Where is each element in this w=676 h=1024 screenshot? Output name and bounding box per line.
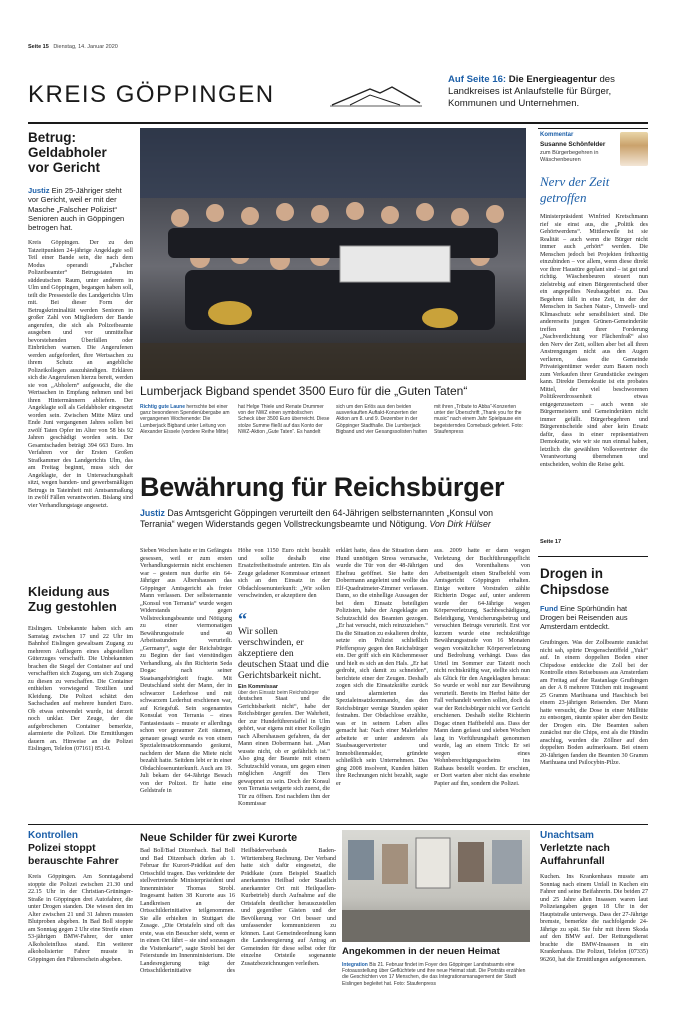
bigband-photo	[140, 128, 526, 380]
bottom3-title: Angekommen in der neuen Heimat	[342, 946, 500, 957]
bottom3-caption: Integration Bis 21. Februar findet im Foyer des Göppinger Landratsamts eine Fotoausstellung über Geflüchtete und ihre neue Heimat statt. Die Porträts erzählen die Geschichten von 17 Menschen, die das Integrationsmanagement der Stadt Eislingen begleitet hat. Foto: Staufenpress	[342, 962, 526, 987]
comment-title: Nerv der Zeit getroffen	[540, 174, 610, 205]
bottom4-kicker: Unachtsam	[540, 830, 594, 841]
photo-title: Lumberjack Bigband spendet 3500 Euro für die „Guten Taten“	[140, 384, 468, 398]
teaser-text: des Landkreises ist Anlaufstelle für Bürger, Kommunen und Unternehmen.	[448, 74, 615, 109]
bottom-rule	[28, 824, 648, 825]
bottom2-body: Bad Boll/Bad Ditzenbach. Bad Boll und Bad Ditzenbach dürfen ab 1. Februar ihr Kurort-Prädikat auf den Ortsschild tragen. Das verkündete der stellvertretende Ministerpräsident und Innenminister Thomas Strobl. Insgesamt hatten 38 Kurorte aus 16 Landkreisen an der Ortsschilderinitiative teilgenommen. Sie alle erhielten in Stuttgart die Zusage. „Die Ortstafeln sind oft das erste, was ein Besucher sieht, wenn er in einen Ort fährt – sie sind sozusagen die Visitenkarte“, sagte Strobl bei der Feierstunde im Innenministerium. Die Landesregierung trägt der Ortsschilderinitiative des Heilbäderverbands Baden-Württemberg Rechnung. Der Verband hatte sich dafür eingesetzt, die Prädikate (zum Beispiel Staatlich anerkanntes Heilbad oder Staatlich anerkannter Ort mit Heilquellen-Kurbetrieb) durch Aufnahme auf die Ortstafeln deutlicher herauszustellen und gegenüber Gästen und der Bevölkerung vor Ort besser und umfassender kommunizieren zu können. Laut Gemeindeordnung kann die Landesregierung auf Antrag an Gemeinden für diese selbst oder für einzelne Ortsteile sogenannte Zusatzbezeichnungen verleihen.	[140, 848, 336, 974]
group-photo-icon	[140, 128, 526, 380]
article-title-betrug: Betrug: Geldabholer vor Gericht	[28, 130, 107, 175]
teaser-prefix: Auf Seite 16:	[448, 74, 507, 85]
author-avatar	[620, 132, 648, 166]
main-col-3: erklärt hatte, dass die Situation dann Hund unnötigen Stress verursache, wurde die Tür von der 48-Jährigen Ehefrau geöffnet. Sie hatte den Dobermann angeleint und wollte das Elf-Quadratmeter-Zimmer verlassen. Dann, so die einhellige Aussagen der bei dem Einsatz beteiligten Polizisten, habe der Angeklagte am Schutzschild des Beamten gezogen. „Er hat versucht, mich reinzuziehen.“ Da die Situation zu eskalieren drohte, setzte ein Polizist schließlich Pfefferspray gegen den Reichsbürger ein. Der griff sich ein Küchenmesser und hielt es sich an den Hals. „Er hat gedroht, sich damit zu schneiden“, berichtete einer der Zeugen. Deshalb zogen sich die Einsatzkräfte zurück und alarmierten das Spezialeinsatzkommando, das den Reichsbürger wenige Stunden später festnahm. Der Obdachlose erzählte, was er in seinem Leben alles gemacht hat: Nach einer Malerlehre arbeitete er unter anderem als Staubsaugervertreter und Immobilienmakler, gründete schließlich sein Unternehmen. Das ging 2008 insolvent, Kunden hätten ihre Rechnungen nicht bezahlt, sagte er	[336, 548, 428, 787]
quote-source: Ein Kommissar	[238, 684, 279, 690]
page-meta	[28, 44, 328, 54]
pull-quote	[238, 609, 330, 696]
comment-role: zum Bürgerbegehren in Wäschenbeuren	[540, 150, 599, 163]
section-logo-icon	[330, 83, 422, 109]
quote-source-detail: über den Einsatz beim Reichsbürger	[238, 690, 319, 696]
main-author: Von Dirk Hülser	[429, 519, 491, 529]
quote-mark-icon: “	[238, 609, 247, 629]
bottom1-title: Polizei stoppt berauschte Fahrer	[28, 843, 119, 867]
bottom1-kicker: Kontrollen	[28, 830, 78, 841]
main-lead: Justiz Das Amtsgericht Göppingen verurteilt den 64-Jährigen selbsternannten „Konsul von Terrania“ wegen Widerstands gegen Vollstreckungsbeamte und Nötigung. Von Dirk Hülser	[140, 508, 494, 529]
quote-text: Wir sollen verschwinden, er akzeptiere den deutschen Staat und die Gerichtsbarkeit nicht.	[238, 626, 329, 681]
drugs-body: Gruibingen. Was der Zollbeamte zunächst nicht sah, spürte Drogenschnüffeld „Yuki“ auf. In einem doppelten Boden einer Chipsdose entdeckte die Zoll bei der Kontrolle eines Reisebusses aus Amsterdam am Freitag auf der Rastanlage Gruibingen an der A 8 mehrere Tütchen mit insgesamt 25 Gramm Marihuana und Haschisch bei einem 23-jährigen Reisenden. Der Mann hatte versucht, die Dose in einer Mülltüte zu entsorgen, räumte später aber den Besitz der Drogen ein. Die Beamten sahen zunächst nur die Chips, erst als die Hündin anschlug, wurden die Zöllner auf den doppelten Boden aufmerksam. Bei einem 20-Jährigen fanden die Beamten 30 Gramm Marihuana und Psilocybin-Pilze.	[540, 640, 648, 766]
comment-ref[interactable]: Seite 17	[540, 539, 562, 545]
page-date: Dienstag, 14. Januar 2020	[53, 44, 118, 50]
main-col-2a: Höhe von 1150 Euro nicht bezahlt und sollte deshalb eine Ersatzfreiheitsstrafe antreten. Ein als Zeuge geladener Kommissar erinnert sich an den Einsatz in der Obdachlosenunterkunft: „Wir sollen verschwinden, er akzeptiere den	[238, 548, 330, 599]
drugs-rule	[538, 556, 648, 557]
page-number: Seite 15	[28, 44, 49, 50]
header-rule	[28, 122, 648, 124]
main-headline: Bewährung für Reichsbürger	[140, 472, 505, 502]
section-title: KREIS GÖPPINGEN	[28, 81, 275, 108]
exhibition-photo	[342, 830, 530, 942]
article-title-kleidung: Kleidung aus Zug gestohlen	[28, 584, 117, 614]
bottom1-body: Kreis Göppingen. Am Sonntagabend stoppte die Polizei zwischen 21.30 und 22.15 Uhr in der Christian-Grüninger-Straße in Göppingen drei Autofahrer, die unter Drogen standen. Die wiesen den im Alter zwischen 21 und 31 Jahren mussten Blutproben abgeben. In Bad Boll stoppte am Sonntag gegen 2 Uhr eine Streife einen 53-jährigen BMW-Fahrer, der unter Alkoholeinfluss stand. Ein weiterer alkoholisierter Fahrer musste in Göppingen den Führerschein abgeben.	[28, 874, 133, 963]
comment-rule	[538, 128, 648, 129]
comment-body: Ministerpräsident Winfried Kretschmann rief sie einst aus, die „Politik des Gehörtwerdens“. Mittlerweile ist sie Realität – auch wenn die Bürger nicht immer auch „erhört“ werden. Die Menschen jedoch bei Projekten frühzeitig einzubinden – vor allem, wenn diese direkt vor ihrer Haustüre geplant sind – ist gut und richtig. Wäschenbeuren steuert nun zielstrebig auf einen Bürgerentscheid über ein angepeiltes Neubaugebiet zu. Das Begehren fällt in eine Zeit, in der der Menschen in Sachen Natur-, Umwelt- und Klimaschutz sehr sensibilisiert sind. Die andererseits jungen Grünen-Gemeinderäte treffen mit ihrer Forderung „Nachverdichtung vor Flächenfraß“ also den Nerv der Zeit, sollten aber bei all ihren Anstrengungen nicht aus den Augen verlieren, dass die Gemeinde Privateigentümer weder zum Bauen noch zum Verkaufen ihrer Grundstücke zwingen kann. Direkte Demokratie ist ein probates Mittel, der viel beschworenen Politikverdrossenheit etwas entgegenzusetzen – auch wenn sie Bürgermeistern und Gemeinderäten nicht immer gefällt. Bürgerbegehren und Bürgerentscheide sind aber kein Ersatz dafür, dass in einer repräsentativen Demokratie, wie wir sie nun einmal haben, letztlich die gewählten Volksvertreter die Verantwortung übernehmen und entscheiden, wohin die Reise geht.	[540, 214, 648, 468]
drugs-title: Drogen in Chipsdose	[540, 566, 610, 597]
gallery-photo-icon	[342, 830, 530, 942]
bottom2-title: Neue Schilder für zwei Kurorte	[140, 832, 298, 844]
main-col-1: Sieben Wochen hatte er im Gefängnis gesessen, weil er zum ersten Verhandlungstermin nicht erschienen war – gestern nun durfte ein 64-Jähriger aus Albershausen das Göppinger Amtsgericht als freier Mann verlassen. Der selbsternannte „Konsul von Terrania“ wurde wegen Widerstands gegen Vollstreckungsbeamte und Nötigung zu einer viermonatigen Bewährungsstrafe und 40 Arbeitsstunden verurteilt. „Germany“, sagte der Reichsbürger zu Beginn der fast vierstündigen Verhandlung, als ihn Richterin Seda Dogac nach seiner Staatsangehörigkeit fragte. Mit Deutschland steht der Mann, der in schwarzer Lederhose und mit schwarzem Lederhut erschienen war, auf Kriegsfuß. Sein sogenanntes Konsulat von Terrania – eines Fantasiestaats – musste er allerdings schon vor geraumer Zeit räumen, genauer gesagt wurde es von einem Spezialeinsatzkommando geräumt, nachdem der Mann die Miete nicht bezahlt hatte. Seitdem lebt er in einer Obdachlosenunterkunft. Auch am 19. Juli bekam der 64-Jährige Besuch von der Polizei. Er hatte eine Geldstrafe in	[140, 548, 232, 794]
article-body-betrug: Kreis Göppingen. Der zu den Tatzeitpunkten 24-jährige Angeklagte soll Teil einer Bande sein, die nach dem Modus operandi „Falscher Polizeibeamter“ Betrugstaten im süddeutschen Raum, unter anderem in Ulm und Göppingen, begangen haben soll, teilt die Pressestelle des Landgerichts Ulm mit. Bei dieser Form der Betrugskriminalität werden Senioren in großer Zahl von Mitgliedern der Bande angerufen, die sich als Polizeibeamte ausgeben und vor unmittelbar bevorstehenden Überfällen oder Einbrüchen warnen. Die Angerufenen werden aufgefordert, ihre Wertsachen zu ihrem Schutz an angebliche Polizeikollegen auszuhändigen. Erklären sich die Angerufenen hierzu bereit, werden sie von „Abholern“ aufgesucht, die die Wertsachen in Empfang nehmen und bei ihren Hintermännern abliefern. Der Angeklagte soll als Geldabholer eingesetzt worden sein. Zwischen Mitte März und Ende Juni vergangenen Jahres sollen bei zwölf Taten Opfer im Alter von 58 bis 92 Jahren geschädigt worden sein. Der Gesamtschaden beträgt 394 663 Euro. Im Verfahren vor der Ersten Großen Strafkammer des Landgerichts Ulm, das am Freitag beginnt, muss sich der Angeklagte, der in Untersuchungshaft sitzt, wegen banden- und gewerbsmäßigen Betrugs in Tateinheit mit Amtsanmaßung in zwölf Fällen verantworten. Bislang sind vier Verhandlungstage angesetzt.	[28, 240, 133, 509]
article-body-kleidung: Eislingen. Unbekannte haben sich am Samstag zwischen 17 und 22 Uhr im Bahnhof Eislingen gewaltsam Zugang zu mehreren Aufliegern eines abgestellten Güterzuges verschafft. Die Unbekannten brachen die Siegel der Container auf und verschafften sich Zugang, um sich Zugang zu diesen zu verschaffen. Die Container enthielten vorwiegend Textilien und Kleidung. Die Polizei schätzt den Sachschaden auf mehrere hundert Euro. Ob etwas entwendet wurde, ist derzeit noch unklar. Der Zeuge, der die aufgebrochenen Container bemerkte, alarmierte die Polizei. Die Ermittlungen dauern an. Hinweise an die Polizei Eislingen, Telefon (07161) 851-0.	[28, 626, 133, 752]
bottom4-body: Kuchen. Ins Krankenhaus musste am Sonntag nach einem Unfall in Kuchen ein Fahrer und seine Beifahrerin. Die beiden 27 und 25 Jahre alten Insassen waren laut Polizeiangaben gegen 18 Uhr in der Hauptstraße unterwegs. Dass der 27-Jährige bremste, bemerkte die nachfolgende 24-Jährige zu spät. Sie fuhr mit ihrem Skoda auf den BMW auf. Der Rettungsdienst brachte die BMW-Insassen in ein Krankenhaus. Die Polizei, Telefon (07335) 96260, hat die Ermittlungen aufgenommen.	[540, 874, 648, 963]
main-col-2b: deutschen Staat und die Gerichtsbarkeit nicht“, habe der Reichsbürger gerufen. Der Wahrheit, der zur Hundeführerstaffel in Ulm gehört, war eigens mit einer Kollegin nach Albershausen gefahren, da der Mann einen Dobermann hat. „Man wusste nicht, ob er gefährlich ist.“ Also ging der Beamte mit einem Schutzschild voraus, um gegen einen möglichen Angriff des Tiers gewappnet zu sein. Doch der Konsul von Terrania weigerte sich zuerst, die Tür zu öffnen. Erst nachdem ihm der Kommissar	[238, 696, 330, 807]
article-lead-betrug: Justiz Ein 25-Jähriger steht vor Gericht, weil er mit der Masche „Falscher Polizist“ Senioren auch in Göppingen betrogen hat.	[28, 186, 125, 233]
teaser-bold: Die Energieagentur	[508, 74, 597, 85]
bottom4-title: Verletzte nach Auffahrunfall	[540, 843, 610, 867]
photo-caption: Richtig gute Laune herrschte bei einer ganz besonderen Spendenübergabe am vergangenen Wochenende: Die Lumberjack Bigband unter Leitung von Alexander Eissele (vordere Reihe Mitte) hat Helge Thiele und Renate Drummer von der NWZ einen symbolischen Scheck über 3500 Euro überreicht. Diese stolze Summe fließt auf das Konto der NWZ-Aktion „Gute Taten“. Es handelt sich um den Erlös aus den beiden ausverkauften Auftakt-Konzerten der Aktion am 8. und 9. Dezember in der Göppinger Stadthalle. Die Lumberjack Bigband und vier Gesangssolisten hatten mit ihren „Tribute to Abba“-Konzerten unter der Überschrift „Thank you for the music“ nach einem Jahr Spielpause ein begeisterndes Comeback gefeiert. Foto: Staufenpress	[140, 404, 523, 435]
comment-author: Susanne Schönfelder	[540, 141, 606, 148]
comment-label: Kommentar	[540, 132, 574, 138]
drugs-lead: Fund Eine Spürhündin hat Drogen bei Reisenden aus Amsterdam entdeckt.	[540, 604, 628, 631]
main-col-4: aus. 2009 hatte er dann wegen Verletzung der Buchführungspflicht und des Vorenthaltens von Arbeitsentgelt einen Strafbefehl vom Amtsgericht Göppingen erhalten. Einige weitere Vorstrafen zählte Richterin Dogac auf, unter anderem wurde der 64-Jährige wegen Körperverletzung, Sachbeschädigung, Beleidigung, Versicherungsbetrug und versuchten Betrugs verurteilt. Erst vor kurzem wurde eine rechtskräftige Bewährungsstrafe von 16 Monaten wegen vorsätzlicher Körperverletzung und Bedrohung verhängt. Dass das Urteil im Sommer zur Tatzeit noch nicht rechtskräftig war, stellte sich nun als Glück für den Angeklagten heraus: So wurde er wohl nur zur Bewährung verurteilt. Bereits im Herbst hätte der Fall verhandelt werden sollen, doch da war der Reichsbürger nicht vor Gericht erschienen. Deshalb stellte Richterin Dogac einen Haftbefehl aus. Dass der Mann dann gefasst und sieben Wochen lang in Vorführungshaft genommen wurde, lag an einem Trick: Er sei wegen eines Wohnberechtigungsscheins ins Rathaus bestellt worden. Er erschien, er Dort warten aber nicht das ersehnte Papier auf ihn, sondern die Polizei.	[434, 548, 530, 787]
